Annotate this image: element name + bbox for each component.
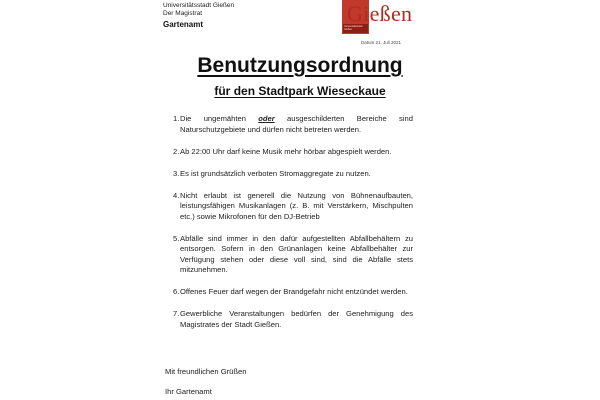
rule-text: Nicht erlaubt ist generell die Nutzung von Bühnenaufbauten, leistungsfähigen Musikanlagen (z. B. mit Verstärkern, Mischpulten etc.) sowie Mikrofonen für den DJ-Betrieb: [180, 190, 413, 221]
document-subtitle: für den Stadtpark Wieseckaue: [214, 84, 386, 98]
rule-text-part: Die ungemähten: [180, 114, 259, 123]
rule-text: Abfälle sind immer in den dafür aufgestellten Abfallbehältern zu entsorgen. Sofern in den Grünanlagen keine Abfallbehälter zur Verfügung stehen oder diese voll sind, sind die Abfälle stets mitzunehmen.: [180, 233, 413, 274]
letterhead: [163, 2, 234, 18]
rule-number: 1.: [173, 114, 180, 123]
rule-item: [173, 287, 413, 298]
rule-text: Gewerbliche Veranstaltungen bedürfen der Genehmigung des Magistrates der Stadt Gießen.: [180, 309, 413, 329]
rule-item: [173, 147, 413, 158]
rule-text: Ab 22:00 Uhr darf keine Musik mehr hörbar abgespielt werden.: [180, 146, 392, 156]
rule-item: [173, 169, 413, 180]
rule-text-part: ausgeschilderten Bereiche sind Naturschutzgebiete und dürfen nicht betreten werden.: [180, 114, 413, 134]
rule-item: [173, 234, 413, 276]
city-line: Universitätsstadt Gießen: [163, 2, 235, 9]
rule-number: 2.: [173, 146, 180, 156]
magistrat-line: Der Magistrat: [163, 10, 203, 17]
rule-emphasis: oder: [258, 114, 275, 123]
rule-number: 5.: [173, 233, 180, 243]
rule-number: 7.: [173, 309, 180, 318]
department-name: Gartenamt: [163, 20, 204, 29]
rule-number: 3.: [173, 168, 180, 178]
rule-item: [173, 114, 413, 135]
document-title: Benutzungsordnung: [197, 54, 403, 77]
logo-wordmark: Gießen: [347, 1, 413, 26]
document-date: Datum 21. Juli 2021: [361, 40, 402, 45]
rule-number: 6.: [173, 287, 180, 296]
rules-list: [173, 114, 413, 342]
city-logo: [342, 0, 424, 34]
signature: Ihr Gartenamt: [165, 387, 212, 396]
rule-item: [173, 191, 413, 223]
rule-text: Es ist grundsätzlich verboten Stromaggregate zu nutzen.: [180, 168, 371, 178]
rule-number: 4.: [173, 190, 180, 200]
rule-text: Offenes Feuer darf wegen der Brandgefahr nicht entzündet werden.: [180, 287, 408, 296]
closing-greeting: Mit freundlichen Grüßen: [165, 367, 247, 376]
rule-item: [173, 309, 413, 330]
logo-tagline: Universitätsstadt Gießen: [344, 25, 363, 31]
